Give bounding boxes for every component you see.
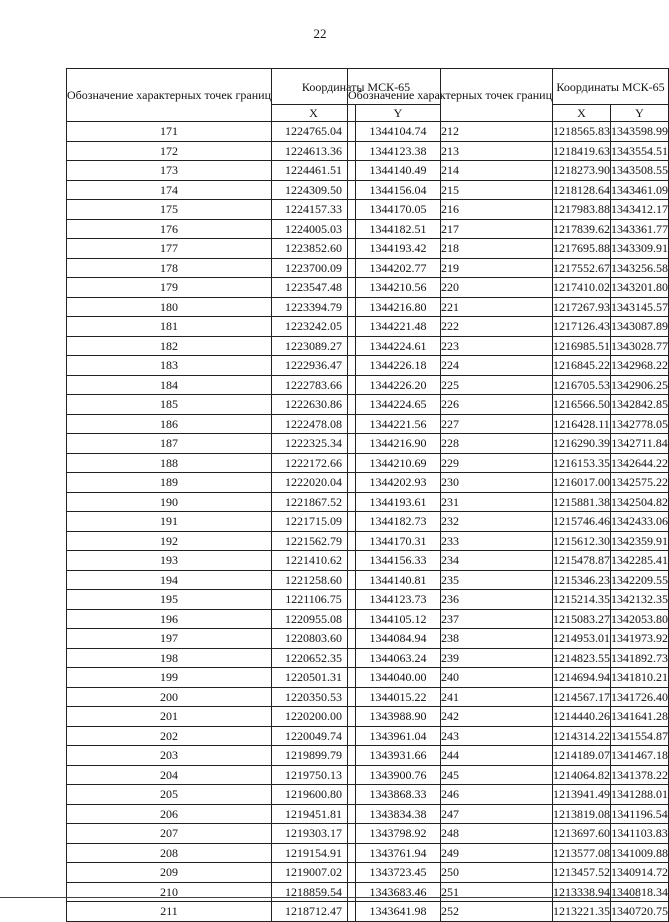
y-coordinate-cell: 1343761.94 [356,843,441,863]
x-coordinate-cell: 1218712.47 [272,902,356,922]
x-coordinate-cell: 1220501.31 [272,668,356,688]
point-id-cell: 224 [348,356,553,376]
point-id-cell: 172 [67,141,272,161]
point-id-cell: 251 [348,882,553,902]
y-coordinate-cell: 1341009.88 [611,843,669,863]
y-coordinate-cell: 1342778.05 [611,414,669,434]
y-coordinate-cell: 1342359.91 [611,531,669,551]
y-coordinate-cell: 1343723.45 [356,863,441,883]
x-coordinate-cell: 1215746.46 [553,512,611,532]
point-id-cell: 246 [348,785,553,805]
point-id-cell: 229 [348,453,553,473]
y-coordinate-cell: 1340720.75 [611,902,669,922]
y-coordinate-cell: 1344224.61 [356,336,441,356]
y-coordinate-cell: 1344182.51 [356,219,441,239]
x-coordinate-cell: 1222936.47 [272,356,356,376]
point-id-cell: 173 [67,161,272,181]
y-coordinate-cell: 1341288.01 [611,785,669,805]
y-coordinate-cell: 1344040.00 [356,668,441,688]
table-row [348,200,669,220]
x-coordinate-cell: 1223852.60 [272,239,356,259]
x-coordinate-cell: 1222172.66 [272,453,356,473]
table-row [348,297,669,317]
coords-label-header: Координаты МСК-65 [272,69,441,105]
y-coordinate-cell: 1344224.65 [356,395,441,415]
coords-label-header: Координаты МСК-65 [553,69,669,105]
table-row [348,414,669,434]
x-coordinate-cell: 1215214.35 [553,590,611,610]
y-coordinate-cell: 1344140.81 [356,570,441,590]
point-id-cell: 236 [348,590,553,610]
point-id-cell: 186 [67,414,272,434]
y-coordinate-cell: 1342842.85 [611,395,669,415]
x-coordinate-cell: 1216845.22 [553,356,611,376]
x-coordinate-cell: 1216153.35 [553,453,611,473]
table-row [348,902,669,922]
point-id-cell: 222 [348,317,553,337]
y-coordinate-cell: 1341641.28 [611,707,669,727]
point-id-cell: 226 [348,395,553,415]
point-id-cell: 178 [67,258,272,278]
x-coordinate-cell: 1213338.94 [553,882,611,902]
x-coordinate-cell: 1220350.53 [272,687,356,707]
x-coordinate-cell: 1224765.04 [272,122,356,142]
point-id-cell: 233 [348,531,553,551]
table-row [348,648,669,668]
x-coordinate-cell: 1223547.48 [272,278,356,298]
x-coordinate-cell: 1214189.07 [553,746,611,766]
y-coordinate-cell: 1343145.57 [611,297,669,317]
coordinates-table-right [347,68,669,922]
table-row [348,609,669,629]
y-coordinate-cell: 1343931.66 [356,746,441,766]
y-coordinate-cell: 1343461.09 [611,180,669,200]
x-coordinate-cell: 1216428.11 [553,414,611,434]
x-coordinate-cell: 1218419.63 [553,141,611,161]
point-id-cell: 225 [348,375,553,395]
y-coordinate-cell: 1343309.91 [611,239,669,259]
point-id-cell: 190 [67,492,272,512]
y-coordinate-cell: 1340914.72 [611,863,669,883]
point-id-cell: 200 [67,687,272,707]
point-id-cell: 237 [348,609,553,629]
y-coordinate-cell: 1341378.22 [611,765,669,785]
point-id-cell: 180 [67,297,272,317]
y-coordinate-cell: 1341810.21 [611,668,669,688]
y-coordinate-cell: 1343598.99 [611,122,669,142]
y-coordinate-cell: 1343087.89 [611,317,669,337]
table-row [348,395,669,415]
x-coordinate-cell: 1224613.36 [272,141,356,161]
y-coordinate-cell: 1344170.05 [356,200,441,220]
point-id-cell: 239 [348,648,553,668]
table-row [348,434,669,454]
table-row [348,765,669,785]
y-coordinate-cell: 1343028.77 [611,336,669,356]
y-coordinate-cell: 1343508.55 [611,161,669,181]
y-coordinate-cell: 1343900.76 [356,765,441,785]
y-coordinate-cell: 1341726.40 [611,687,669,707]
point-id-cell: 250 [348,863,553,883]
y-coordinate-cell: 1344140.49 [356,161,441,181]
x-coordinate-cell: 1213941.49 [553,785,611,805]
x-coordinate-cell: 1222478.08 [272,414,356,434]
point-id-cell: 204 [67,765,272,785]
y-coordinate-cell: 1343868.33 [356,785,441,805]
table-row [348,590,669,610]
x-coordinate-cell: 1214567.17 [553,687,611,707]
x-coordinate-cell: 1218859.54 [272,882,356,902]
point-id-cell: 185 [67,395,272,415]
y-coordinate-cell: 1344216.90 [356,434,441,454]
y-coordinate-cell: 1343988.90 [356,707,441,727]
x-coordinate-cell: 1221562.79 [272,531,356,551]
point-label-header: Обозначение характерных точек границ [67,69,272,122]
point-id-cell: 238 [348,629,553,649]
point-id-cell: 184 [67,375,272,395]
x-coordinate-cell: 1219600.80 [272,785,356,805]
table-row [348,317,669,337]
y-coordinate-cell: 1343201.80 [611,278,669,298]
x-coordinate-cell: 1222783.66 [272,375,356,395]
x-coordinate-cell: 1221258.60 [272,570,356,590]
x-coordinate-cell: 1214064.82 [553,765,611,785]
x-coordinate-cell: 1216985.51 [553,336,611,356]
point-id-cell: 195 [67,590,272,610]
x-coordinate-cell: 1214314.22 [553,726,611,746]
y-coordinate-cell: 1342906.25 [611,375,669,395]
point-id-cell: 218 [348,239,553,259]
table-row [348,336,669,356]
x-coordinate-cell: 1215346.23 [553,570,611,590]
table-row [348,122,669,142]
point-id-cell: 220 [348,278,553,298]
table-row [348,219,669,239]
point-id-cell: 232 [348,512,553,532]
table-row [348,239,669,259]
y-coordinate-cell: 1344156.04 [356,180,441,200]
y-coordinate-cell: 1341103.83 [611,824,669,844]
x-coordinate-cell: 1219750.13 [272,765,356,785]
x-coordinate-cell: 1223242.05 [272,317,356,337]
x-coordinate-cell: 1218273.90 [553,161,611,181]
point-id-cell: 248 [348,824,553,844]
point-id-cell: 249 [348,843,553,863]
table-row [348,473,669,493]
y-coordinate-cell: 1342504.82 [611,492,669,512]
y-coordinate-cell: 1344202.77 [356,258,441,278]
x-coordinate-cell: 1224157.33 [272,200,356,220]
point-id-cell: 240 [348,668,553,688]
point-id-cell: 214 [348,161,553,181]
point-id-cell: 175 [67,200,272,220]
point-id-cell: 216 [348,200,553,220]
point-id-cell: 227 [348,414,553,434]
point-id-cell: 182 [67,336,272,356]
y-coordinate-cell: 1344193.42 [356,239,441,259]
x-coordinate-cell: 1213221.35 [553,902,611,922]
point-id-cell: 191 [67,512,272,532]
y-coordinate-cell: 1342209.55 [611,570,669,590]
x-coordinate-cell: 1220049.74 [272,726,356,746]
y-coordinate-cell: 1342132.35 [611,590,669,610]
point-id-cell: 231 [348,492,553,512]
point-id-cell: 179 [67,278,272,298]
x-coordinate-cell: 1215612.30 [553,531,611,551]
point-id-cell: 192 [67,531,272,551]
x-coordinate-cell: 1219899.79 [272,746,356,766]
x-coordinate-cell: 1224005.03 [272,219,356,239]
table-row [348,882,669,902]
table-row [348,180,669,200]
x-coordinate-cell: 1221867.52 [272,492,356,512]
x-coordinate-cell: 1219451.81 [272,804,356,824]
point-id-cell: 188 [67,453,272,473]
page-number: 22 [313,26,327,41]
x-coordinate-cell: 1214440.26 [553,707,611,727]
point-label-header: Обозначение характерных точек границ [348,69,553,122]
point-id-cell: 228 [348,434,553,454]
point-id-cell: 245 [348,765,553,785]
y-coordinate-cell: 1342053.80 [611,609,669,629]
y-coordinate-cell: 1340818.34 [611,882,669,902]
x-coordinate-cell: 1216017.00 [553,473,611,493]
x-coordinate-cell: 1217839.62 [553,219,611,239]
x-coordinate-cell: 1215881.38 [553,492,611,512]
y-coordinate-cell: 1344156.33 [356,551,441,571]
point-id-cell: 181 [67,317,272,337]
y-coordinate-cell: 1344063.24 [356,648,441,668]
table-row [348,863,669,883]
y-coordinate-cell: 1341892.73 [611,648,669,668]
x-coordinate-cell: 1219154.91 [272,843,356,863]
table-row [348,843,669,863]
table-body-right [348,122,669,922]
y-coordinate-cell: 1344170.31 [356,531,441,551]
y-coordinate-cell: 1344015.22 [356,687,441,707]
point-id-cell: 189 [67,473,272,493]
table-row [348,687,669,707]
point-id-cell: 207 [67,824,272,844]
table-row [348,356,669,376]
y-coordinate-cell: 1342575.22 [611,473,669,493]
x-coordinate-cell: 1217552.67 [553,258,611,278]
point-id-cell: 210 [67,882,272,902]
point-id-cell: 247 [348,804,553,824]
y-coordinate-cell: 1343834.38 [356,804,441,824]
point-id-cell: 205 [67,785,272,805]
x-coordinate-cell: 1222325.34 [272,434,356,454]
point-id-cell: 171 [67,122,272,142]
point-id-cell: 203 [67,746,272,766]
x-coordinate-cell: 1224309.50 [272,180,356,200]
x-coordinate-cell: 1214823.55 [553,648,611,668]
point-id-cell: 176 [67,219,272,239]
point-id-cell: 212 [348,122,553,142]
point-id-cell: 215 [348,180,553,200]
point-id-cell: 177 [67,239,272,259]
point-id-cell: 194 [67,570,272,590]
y-coordinate-cell: 1343256.58 [611,258,669,278]
x-coordinate-cell: 1216566.50 [553,395,611,415]
point-id-cell: 183 [67,356,272,376]
table-row [348,512,669,532]
table-row [348,804,669,824]
y-coordinate-cell: 1342644.22 [611,453,669,473]
y-coordinate-cell: 1343412.17 [611,200,669,220]
table-row [348,531,669,551]
x-column-header: X [553,105,611,122]
table-row [348,707,669,727]
x-coordinate-cell: 1214694.94 [553,668,611,688]
x-coordinate-cell: 1220955.08 [272,609,356,629]
x-coordinate-cell: 1223089.27 [272,336,356,356]
point-id-cell: 206 [67,804,272,824]
x-coordinate-cell: 1213577.08 [553,843,611,863]
y-coordinate-cell: 1344202.93 [356,473,441,493]
x-coordinate-cell: 1215478.87 [553,551,611,571]
x-coordinate-cell: 1221715.09 [272,512,356,532]
y-coordinate-cell: 1341196.54 [611,804,669,824]
y-coordinate-cell: 1342711.84 [611,434,669,454]
y-coordinate-cell: 1344210.56 [356,278,441,298]
point-id-cell: 196 [67,609,272,629]
x-coordinate-cell: 1213457.52 [553,863,611,883]
point-id-cell: 230 [348,473,553,493]
y-coordinate-cell: 1343554.51 [611,141,669,161]
point-id-cell: 235 [348,570,553,590]
y-coordinate-cell: 1342285.41 [611,551,669,571]
y-coordinate-cell: 1344104.74 [356,122,441,142]
x-coordinate-cell: 1213819.08 [553,804,611,824]
point-id-cell: 201 [67,707,272,727]
table-row [348,629,669,649]
y-coordinate-cell: 1343683.46 [356,882,441,902]
table-row [348,746,669,766]
point-id-cell: 213 [348,141,553,161]
x-coordinate-cell: 1223700.09 [272,258,356,278]
x-coordinate-cell: 1217267.93 [553,297,611,317]
y-coordinate-cell: 1344221.56 [356,414,441,434]
x-coordinate-cell: 1219303.17 [272,824,356,844]
table-row [348,492,669,512]
y-coordinate-cell: 1344216.80 [356,297,441,317]
x-coordinate-cell: 1219007.02 [272,863,356,883]
x-coordinate-cell: 1214953.01 [553,629,611,649]
point-id-cell: 209 [67,863,272,883]
y-coordinate-cell: 1341554.87 [611,726,669,746]
y-coordinate-cell: 1341973.92 [611,629,669,649]
point-id-cell: 197 [67,629,272,649]
table-row [348,551,669,571]
y-coordinate-cell: 1344123.73 [356,590,441,610]
point-id-cell: 241 [348,687,553,707]
table-row [348,570,669,590]
point-id-cell: 221 [348,297,553,317]
x-coordinate-cell: 1220803.60 [272,629,356,649]
y-coordinate-cell: 1344221.48 [356,317,441,337]
table-row [348,668,669,688]
y-coordinate-cell: 1343641.98 [356,902,441,922]
point-id-cell: 242 [348,707,553,727]
table-row [348,824,669,844]
x-coordinate-cell: 1217983.88 [553,200,611,220]
y-column-header: Y [356,105,441,122]
x-coordinate-cell: 1216290.39 [553,434,611,454]
point-id-cell: 217 [348,219,553,239]
point-id-cell: 187 [67,434,272,454]
x-coordinate-cell: 1217126.43 [553,317,611,337]
point-id-cell: 244 [348,746,553,766]
point-id-cell: 211 [67,902,272,922]
table-row [348,726,669,746]
x-coordinate-cell: 1222020.04 [272,473,356,493]
y-coordinate-cell: 1344193.61 [356,492,441,512]
x-coordinate-cell: 1221410.62 [272,551,356,571]
x-coordinate-cell: 1220652.35 [272,648,356,668]
y-coordinate-cell: 1344226.18 [356,356,441,376]
x-coordinate-cell: 1221106.75 [272,590,356,610]
point-id-cell: 193 [67,551,272,571]
table-row [348,375,669,395]
y-coordinate-cell: 1343798.92 [356,824,441,844]
x-column-header: X [272,105,356,122]
point-id-cell: 223 [348,336,553,356]
point-id-cell: 243 [348,726,553,746]
y-coordinate-cell: 1341467.18 [611,746,669,766]
table-row [348,258,669,278]
y-coordinate-cell: 1343961.04 [356,726,441,746]
x-coordinate-cell: 1217695.88 [553,239,611,259]
point-id-cell: 198 [67,648,272,668]
y-coordinate-cell: 1344182.73 [356,512,441,532]
x-coordinate-cell: 1218128.64 [553,180,611,200]
point-id-cell: 208 [67,843,272,863]
point-id-cell: 199 [67,668,272,688]
point-id-cell: 219 [348,258,553,278]
y-coordinate-cell: 1342433.06 [611,512,669,532]
table-row [348,785,669,805]
y-coordinate-cell: 1344084.94 [356,629,441,649]
x-coordinate-cell: 1216705.53 [553,375,611,395]
point-id-cell: 202 [67,726,272,746]
x-coordinate-cell: 1223394.79 [272,297,356,317]
y-coordinate-cell: 1344226.20 [356,375,441,395]
table-row [348,278,669,298]
table-row [348,141,669,161]
x-coordinate-cell: 1224461.51 [272,161,356,181]
page-bottom-rule [0,897,640,898]
point-id-cell: 234 [348,551,553,571]
y-coordinate-cell: 1344210.69 [356,453,441,473]
x-coordinate-cell: 1217410.02 [553,278,611,298]
y-column-header: Y [611,105,669,122]
y-coordinate-cell: 1343361.77 [611,219,669,239]
point-id-cell: 174 [67,180,272,200]
x-coordinate-cell: 1218565.83 [553,122,611,142]
y-coordinate-cell: 1344105.12 [356,609,441,629]
x-coordinate-cell: 1220200.00 [272,707,356,727]
x-coordinate-cell: 1222630.86 [272,395,356,415]
y-coordinate-cell: 1342968.22 [611,356,669,376]
y-coordinate-cell: 1344123.38 [356,141,441,161]
table-row [348,161,669,181]
x-coordinate-cell: 1213697.60 [553,824,611,844]
x-coordinate-cell: 1215083.27 [553,609,611,629]
point-id-cell: 252 [348,902,553,922]
table-row [348,453,669,473]
